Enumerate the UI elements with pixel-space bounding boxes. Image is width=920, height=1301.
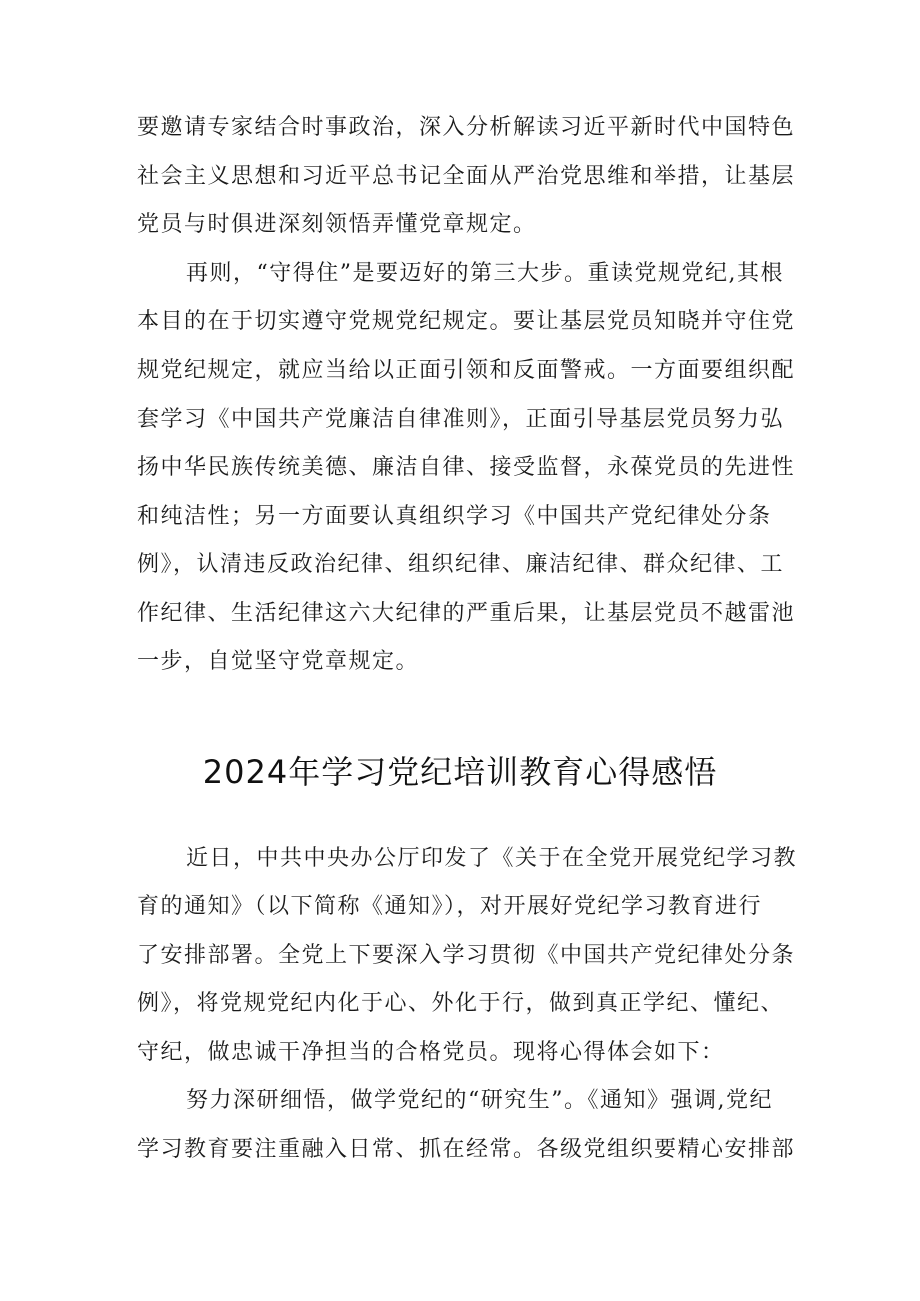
paragraph-line: 努力深研细悟，做学党纪的“研究生”。《通知》强调,党纪 bbox=[186, 1088, 773, 1113]
paragraph-line: 规党纪规定，就应当给以正面引领和反面警戒。一方面要组织配 bbox=[137, 358, 796, 383]
paragraph-line: 了安排部署。全党上下要深入学习贯彻《中国共产党纪律处分条 bbox=[137, 943, 796, 968]
paragraph-line: 作纪律、生活纪律这六大纪律的严重后果，让基层党员不越雷池 bbox=[137, 601, 796, 626]
paragraph-line: 再则，“守得住”是要迈好的第三大步。重读党规党纪,其根 bbox=[186, 261, 784, 286]
paragraph-line: 学习教育要注重融入日常、抓在经常。各级党组织要精心安排部 bbox=[137, 1137, 796, 1162]
paragraph-line: 例》，将党规党纪内化于心、外化于行，做到真正学纪、懂纪、 bbox=[137, 991, 785, 1016]
paragraph-line: 套学习《中国共产党廉洁自律准则》，正面引导基层党员努力弘 bbox=[137, 407, 785, 432]
article-title: 2024年学习党纪培训教育心得感悟 bbox=[202, 753, 718, 791]
paragraph-line: 例》，认清违反政治纪律、组织纪律、廉洁纪律、群众纪律、工 bbox=[137, 552, 785, 577]
paragraph-line: 社会主义思想和习近平总书记全面从严治党思维和举措，让基层 bbox=[137, 164, 796, 189]
paragraph-line: 育的通知》（以下简称《通知》），对开展好党纪学习教育进行 bbox=[137, 894, 763, 919]
paragraph-line: 扬中华民族传统美德、廉洁自律、接受监督，永葆党员的先进性 bbox=[137, 455, 796, 480]
paragraph-line: 一步，自觉坚守党章规定。 bbox=[137, 649, 420, 674]
paragraph-line: 本目的在于切实遵守党规党纪规定。要让基层党员知晓并守住党 bbox=[137, 309, 796, 334]
paragraph-line: 要邀请专家结合时事政治，深入分析解读习近平新时代中国特色 bbox=[137, 115, 796, 140]
paragraph-line: 近日，中共中央办公厅印发了《关于在全党开展党纪学习教 bbox=[186, 846, 798, 871]
paragraph-line: 党员与时俱进深刻领悟弄懂党章规定。 bbox=[137, 212, 537, 237]
paragraph-line: 和纯洁性；另一方面要认真组织学习《中国共产党纪律处分条 bbox=[137, 504, 772, 529]
paragraph-line: 守纪，做忠诚干净担当的合格党员。现将心得体会如下： bbox=[137, 1040, 725, 1065]
